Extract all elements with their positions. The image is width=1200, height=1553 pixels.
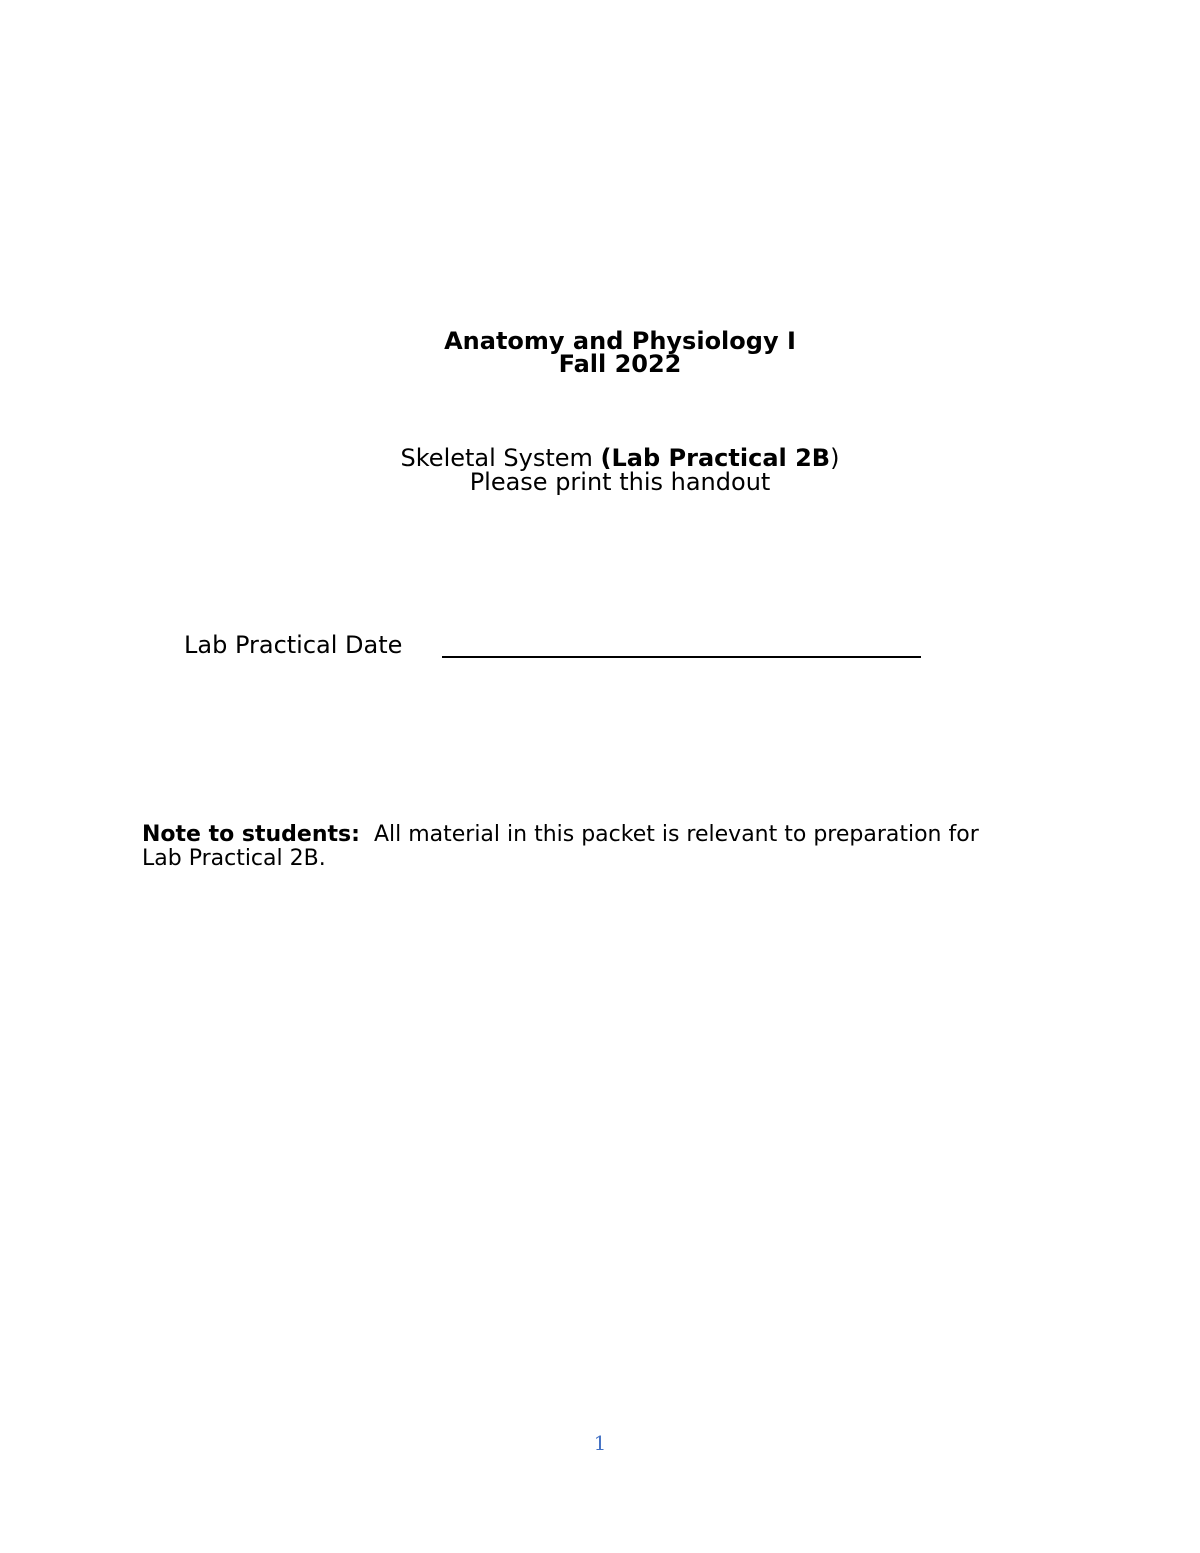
subject-close-paren: ) [830, 444, 840, 472]
subject-practical: Lab Practical 2B [611, 444, 831, 472]
term-heading: Fall 2022 [558, 350, 682, 378]
date-label: Lab Practical Date [184, 631, 403, 659]
note-to-students [142, 823, 1072, 871]
page-number: 1 [593, 1431, 607, 1455]
note-body-line1: All material in this packet is relevant to preparation for [373, 822, 979, 847]
subject-open-paren: ( [600, 444, 612, 472]
print-instruction: Please print this handout [469, 468, 771, 496]
subject-heading [0, 446, 1200, 470]
course-title: Anatomy and Physiology I [444, 327, 796, 355]
date-blank-line[interactable] [442, 656, 921, 658]
note-label: Note to students: [142, 822, 360, 847]
note-body-line2: Lab Practical 2B. [142, 846, 326, 871]
subject-prefix: Skeletal System [400, 444, 601, 472]
